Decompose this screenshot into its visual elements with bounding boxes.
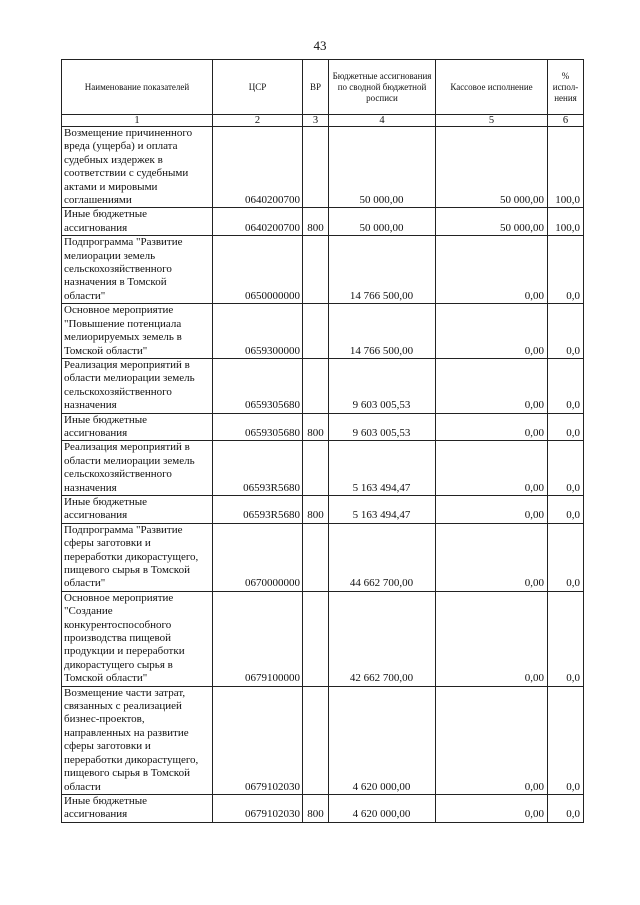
row-name: Подпрограмма "Развитие мелиорации земель сельскохозяйственного назначения в Томской области" xyxy=(62,236,213,304)
row-percent: 0,0 xyxy=(548,591,584,686)
row-vr xyxy=(303,304,329,359)
row-name: Основное мероприятие "Создание конкурентоспособного производства пищевой продукции и переработки дикорастущего сырья в Томской области" xyxy=(62,591,213,686)
row-percent: 100,0 xyxy=(548,127,584,208)
row-percent: 0,0 xyxy=(548,686,584,794)
row-percent: 0,0 xyxy=(548,441,584,496)
row-vr xyxy=(303,236,329,304)
row-budget: 5 163 494,47 xyxy=(329,495,436,523)
row-vr xyxy=(303,523,329,591)
row-percent: 0,0 xyxy=(548,304,584,359)
table-row xyxy=(62,495,584,523)
column-number: 5 xyxy=(436,115,548,127)
row-vr xyxy=(303,591,329,686)
row-vr: 800 xyxy=(303,208,329,236)
column-number: 1 xyxy=(62,115,213,127)
table-header-row xyxy=(62,60,584,115)
row-percent: 0,0 xyxy=(548,794,584,822)
row-budget: 14 766 500,00 xyxy=(329,304,436,359)
row-budget: 50 000,00 xyxy=(329,208,436,236)
row-percent: 0,0 xyxy=(548,413,584,441)
row-execution: 0,00 xyxy=(436,413,548,441)
row-csr: 0640200700 xyxy=(213,127,303,208)
row-csr: 0659305680 xyxy=(213,358,303,413)
row-vr xyxy=(303,686,329,794)
column-number: 6 xyxy=(548,115,584,127)
row-budget: 9 603 005,53 xyxy=(329,413,436,441)
row-name: Подпрограмма "Развитие сферы заготовки и переработки дикорастущего, пищевого сырья в Томской области" xyxy=(62,523,213,591)
table-row xyxy=(62,127,584,208)
header-percent: % испол-нения xyxy=(548,60,584,115)
row-execution: 0,00 xyxy=(436,304,548,359)
table-row xyxy=(62,413,584,441)
column-number: 2 xyxy=(213,115,303,127)
row-execution: 0,00 xyxy=(436,686,548,794)
row-name: Иные бюджетные ассигнования xyxy=(62,794,213,822)
row-budget: 4 620 000,00 xyxy=(329,794,436,822)
row-name: Реализация мероприятий в области мелиорации земель сельскохозяйственного назначения xyxy=(62,358,213,413)
row-csr: 0679102030 xyxy=(213,686,303,794)
row-vr xyxy=(303,441,329,496)
row-csr: 0670000000 xyxy=(213,523,303,591)
header-vr: ВР xyxy=(303,60,329,115)
row-budget: 50 000,00 xyxy=(329,127,436,208)
row-csr: 06593R5680 xyxy=(213,495,303,523)
row-name: Возмещение части затрат, связанных с реализацией бизнес-проектов, направленных на развитие сферы заготовки и переработки дикорастущего, пищевого сырья в Томской области xyxy=(62,686,213,794)
budget-execution-table xyxy=(61,59,584,823)
page-number: 43 xyxy=(313,38,327,53)
table-row xyxy=(62,208,584,236)
row-name: Возмещение причиненного вреда (ущерба) и оплата судебных издержек в соответствии с судебными актами и мировыми соглашениями xyxy=(62,127,213,208)
table-row xyxy=(62,591,584,686)
row-execution: 50 000,00 xyxy=(436,208,548,236)
header-name: Наименование показателей xyxy=(62,60,213,115)
row-csr: 06593R5680 xyxy=(213,441,303,496)
table-row xyxy=(62,304,584,359)
column-number: 4 xyxy=(329,115,436,127)
row-percent: 0,0 xyxy=(548,236,584,304)
row-execution: 0,00 xyxy=(436,523,548,591)
row-execution: 0,00 xyxy=(436,236,548,304)
row-budget: 5 163 494,47 xyxy=(329,441,436,496)
row-execution: 50 000,00 xyxy=(436,127,548,208)
table-row xyxy=(62,358,584,413)
row-execution: 0,00 xyxy=(436,794,548,822)
row-vr: 800 xyxy=(303,495,329,523)
table-row xyxy=(62,441,584,496)
row-percent: 0,0 xyxy=(548,495,584,523)
column-number-row xyxy=(62,115,584,127)
row-budget: 4 620 000,00 xyxy=(329,686,436,794)
row-execution: 0,00 xyxy=(436,358,548,413)
header-execution: Кассовое исполнение xyxy=(436,60,548,115)
row-percent: 0,0 xyxy=(548,358,584,413)
row-vr xyxy=(303,358,329,413)
row-csr: 0650000000 xyxy=(213,236,303,304)
row-name: Иные бюджетные ассигнования xyxy=(62,413,213,441)
row-csr: 0659300000 xyxy=(213,304,303,359)
table-row xyxy=(62,686,584,794)
row-percent: 100,0 xyxy=(548,208,584,236)
row-vr: 800 xyxy=(303,413,329,441)
row-execution: 0,00 xyxy=(436,495,548,523)
row-execution: 0,00 xyxy=(436,441,548,496)
row-name: Основное мероприятие "Повышение потенциала мелиорируемых земель в Томской области" xyxy=(62,304,213,359)
row-csr: 0640200700 xyxy=(213,208,303,236)
row-vr xyxy=(303,127,329,208)
row-vr: 800 xyxy=(303,794,329,822)
header-csr: ЦСР xyxy=(213,60,303,115)
row-name: Реализация мероприятий в области мелиорации земель сельскохозяйственного назначения xyxy=(62,441,213,496)
row-csr: 0679102030 xyxy=(213,794,303,822)
row-budget: 9 603 005,53 xyxy=(329,358,436,413)
table-row xyxy=(62,236,584,304)
column-number: 3 xyxy=(303,115,329,127)
row-budget: 42 662 700,00 xyxy=(329,591,436,686)
table-row xyxy=(62,794,584,822)
row-csr: 0679100000 xyxy=(213,591,303,686)
row-execution: 0,00 xyxy=(436,591,548,686)
row-budget: 14 766 500,00 xyxy=(329,236,436,304)
row-budget: 44 662 700,00 xyxy=(329,523,436,591)
row-name: Иные бюджетные ассигнования xyxy=(62,208,213,236)
row-percent: 0,0 xyxy=(548,523,584,591)
table-row xyxy=(62,523,584,591)
header-budget: Бюджетные ассигнования по сводной бюджетной росписи xyxy=(329,60,436,115)
row-csr: 0659305680 xyxy=(213,413,303,441)
row-name: Иные бюджетные ассигнования xyxy=(62,495,213,523)
